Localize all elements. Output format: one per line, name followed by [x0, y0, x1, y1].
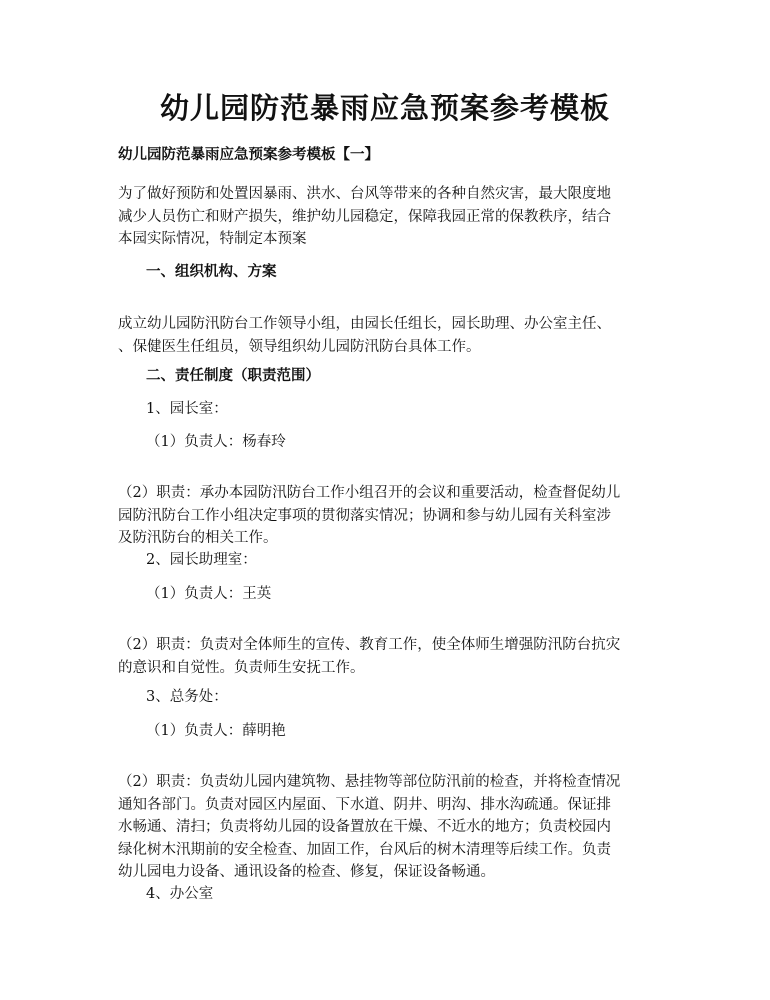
paragraph-line: （2）职责：承办本园防汛防台工作小组召开的会议和重要活动，检查督促幼儿 [118, 485, 621, 501]
section-heading-responsibility: 二、责任制度（职责范围） [146, 367, 320, 384]
item1-heading: 1、园长室： [146, 401, 228, 417]
section-heading-organization: 一、组织机构、方案 [146, 263, 277, 280]
item1-duty-paragraph [118, 482, 658, 550]
item2-duty-paragraph [118, 634, 658, 679]
paragraph-line: 、保健医生任组员，领导组织幼儿园防汛防台具体工作。 [118, 338, 481, 355]
paragraph-line: （2）职责：负责对全体师生的宣传、教育工作，使全体师生增强防汛防台抗灾 [118, 637, 621, 653]
item2-heading: 2、园长助理室： [146, 552, 257, 568]
item3-person: （1）负责人：薛明艳 [146, 723, 286, 739]
paragraph-line: 通知各部门。负责对园区内屋面、下水道、阴井、明沟、排水沟疏通。保证排 [118, 796, 611, 813]
paragraph-line: 成立幼儿园防汛防台工作领导小组，由园长任组长，园长助理、办公室主任、 [118, 316, 611, 332]
document-title: 幼儿园防范暴雨应急预案参考模板 [159, 91, 610, 125]
item3-duty-paragraph [118, 771, 658, 884]
paragraph-line: 园防汛防台工作小组决定事项的贯彻落实情况；协调和参与幼儿园有关科室涉 [118, 507, 611, 524]
item1-person: （1）负责人：杨春玲 [146, 434, 286, 450]
paragraph-line: （2）职责：负责幼儿园内建筑物、悬挂物等部位防汛前的检查，并将检查情况 [118, 774, 621, 790]
document-subtitle: 幼儿园防范暴雨应急预案参考模板【一】 [118, 146, 379, 163]
item3-heading: 3、总务处： [146, 689, 228, 705]
intro-paragraph [118, 183, 658, 251]
item2-person: （1）负责人：王英 [146, 586, 272, 602]
section1-paragraph [118, 313, 658, 358]
paragraph-line: 幼儿园电力设备、通讯设备的检查、修复，保证设备畅通。 [118, 864, 495, 880]
paragraph-line: 及防汛防台的相关工作。 [118, 530, 278, 546]
paragraph-line: 绿化树木汛期前的安全检查、加固工作，台风后的树木清理等后续工作。负责 [118, 841, 611, 858]
paragraph-line: 的意识和自觉性。负责师生安抚工作。 [118, 659, 365, 676]
intro-line: 为了做好预防和处置因暴雨、洪水、台风等带来的各种自然灾害，最大限度地 [118, 186, 611, 202]
intro-line: 本园实际情况，特制定本预案 [118, 231, 307, 247]
paragraph-line: 水畅通、清扫；负责将幼儿园的设备置放在干燥、不近水的地方；负责校园内 [118, 819, 611, 835]
intro-line: 减少人员伤亡和财产损失，维护幼儿园稳定，保障我园正常的保教秩序，结合 [118, 208, 611, 225]
item4-heading: 4、办公室 [146, 886, 214, 902]
